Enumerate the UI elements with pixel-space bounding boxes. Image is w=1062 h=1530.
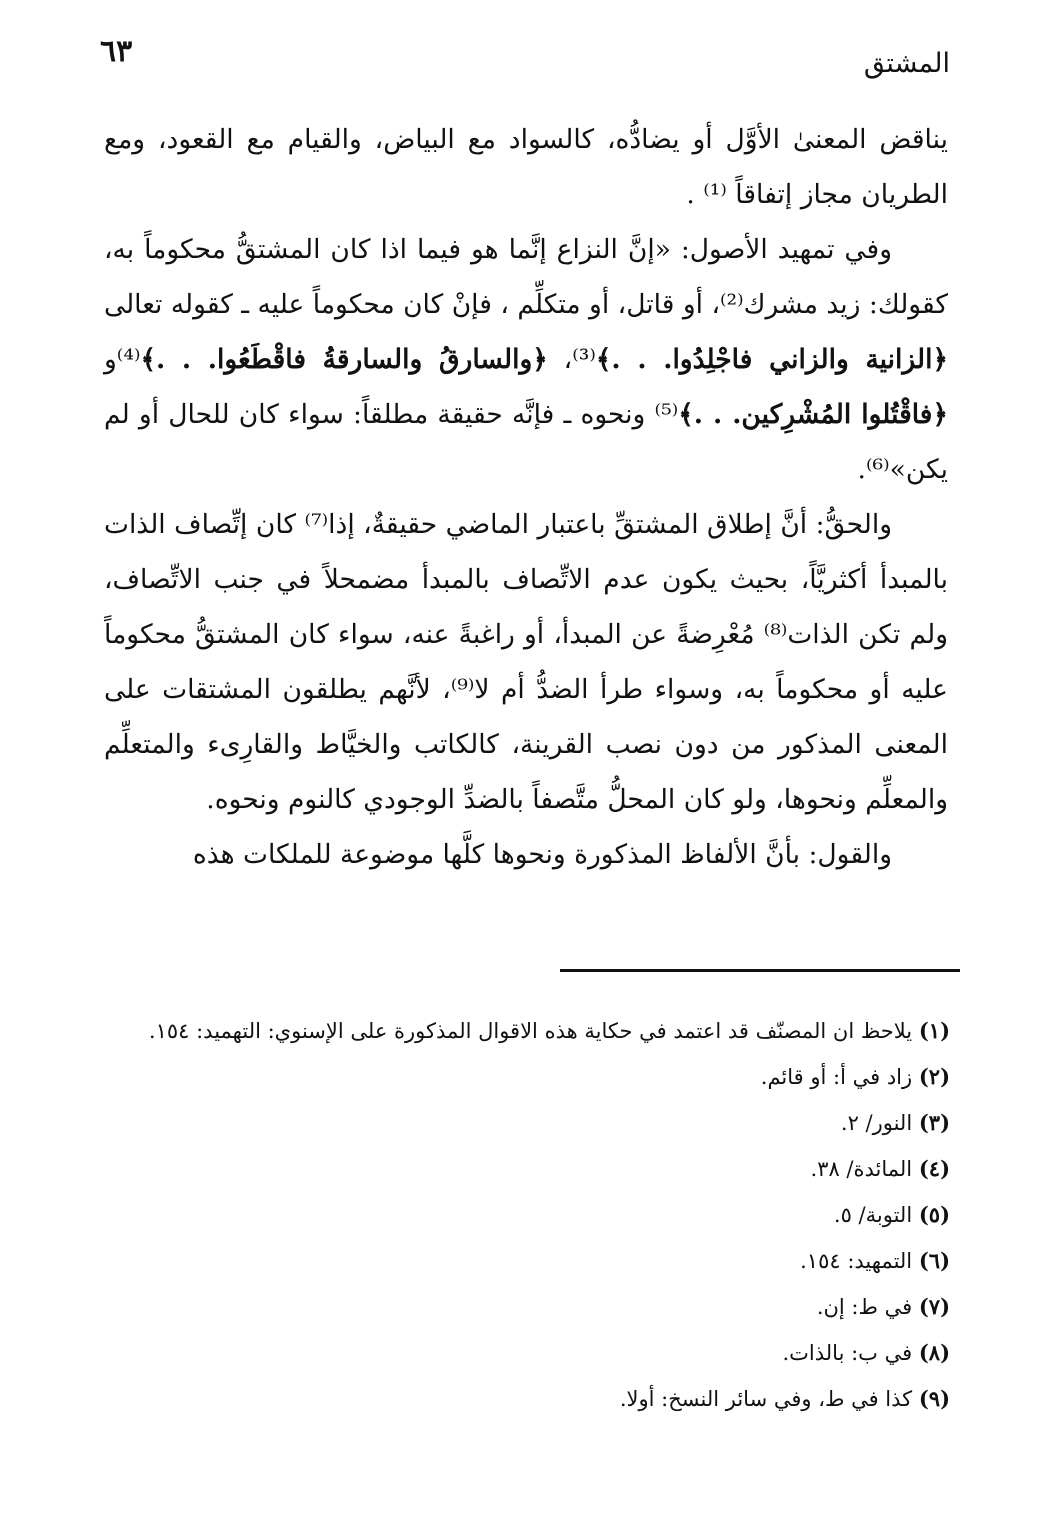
footnote-number: (٢) (918, 1064, 950, 1089)
footnote-text: النور/ ٢. (840, 1111, 913, 1135)
body-text (104, 112, 948, 882)
footnote-number: (٩) (918, 1386, 950, 1411)
paragraph-2-text-a: وفي تمهيد الأصول: «إنَّ النزاع إنَّما هو فيما اذا كان المشتقُّ محكوماً به، كقولك: زيد مشرك⁽²⁾، أو قاتل، أو متكلِّم ، فإنْ كان محكوماً عليه ـ كقوله تعالى (104, 234, 948, 320)
footnotes (104, 1008, 950, 1422)
paragraph-2-text-b: ⁽³⁾، (547, 344, 596, 375)
footnote-6 (104, 1238, 950, 1284)
footnote-text: في ط: إن. (816, 1295, 913, 1319)
footnote-3 (104, 1100, 950, 1146)
footnote-text: في ب: بالذات. (782, 1341, 913, 1365)
footnote-text: المائدة/ ٣٨. (810, 1157, 913, 1181)
footnote-9 (104, 1376, 950, 1422)
footnote-7 (104, 1284, 950, 1330)
paragraph-3: والحقُّ: أنَّ إطلاق المشتقِّ باعتبار الماضي حقيقةٌ، إذا⁽⁷⁾ كان إتِّصاف الذات بالمبدأ أكثريَّاً، بحيث يكون عدم الاتِّصاف بالمبدأ مضمحلاً في جنب الاتِّصاف، ولم تكن الذات⁽⁸⁾ مُعْرِضةً عن المبدأ، أو راغبةً عنه، سواء كان المشتقُّ محكوماً عليه أو محكوماً به، وسواء طرأ الضدُّ أم لا⁽⁹⁾، لأنَّهم يطلقون المشتقات على المعنى المذكور من دون نصب القرينة، كالكاتب والخيَّاط والقارِىء والمتعلِّم والمعلِّم ونحوها، ولو كان المحلُّ متَّصفاً بالضدِّ الوجودي كالنوم ونحوه. (104, 509, 949, 815)
footnote-text: التمهيد: ١٥٤. (800, 1249, 913, 1273)
paragraph-4: والقول: بأنَّ الألفاظ المذكورة ونحوها كلَّها موضوعة للملكات هذه (192, 839, 892, 870)
footnote-2 (104, 1054, 950, 1100)
footnote-number: (٦) (918, 1248, 950, 1273)
quran-verse-3: ﴿فاقْتُلوا المُشْرِكين. . .﴾ (678, 399, 948, 430)
paragraph-2-text-d: ⁽⁵⁾ ونحوه ـ فإنَّه حقيقة مطلقاً: سواء كان للحال أو لم يكن»⁽⁶⁾. (104, 399, 948, 485)
footnote-text: التوبة/ ٥. (833, 1203, 913, 1227)
footnote-text: يلاحظ ان المصنّف قد اعتمد في حكاية هذه الاقوال المذكورة على الإسنوي: التهميد: ١٥٤. (148, 1019, 913, 1043)
footnote-number: (٣) (918, 1110, 950, 1135)
paragraph-2 (104, 222, 948, 497)
footnote-number: (٨) (918, 1340, 950, 1365)
paragraph-2-text-c: ⁽⁴⁾و (104, 344, 141, 375)
quran-verse-2: ﴿والسارقُ والسارقةُ فاقْطَعُوا. . .﴾ (140, 344, 548, 375)
footnote-separator (560, 969, 960, 972)
footnote-1 (104, 1008, 950, 1054)
footnote-4 (104, 1146, 950, 1192)
page-number: ٦٣ (100, 34, 133, 69)
footnote-number: (٧) (918, 1294, 950, 1319)
footnote-number: (١) (918, 1018, 950, 1043)
footnote-number: (٥) (918, 1202, 950, 1227)
footnote-5 (104, 1192, 950, 1238)
page-header (100, 34, 950, 84)
running-title: المشتق (863, 48, 950, 79)
footnote-text: كذا في ط، وفي سائر النسخ: أولا. (619, 1387, 913, 1411)
quran-verse-1: ﴿الزانية والزاني فاجْلِدُوا. . .﴾ (595, 344, 948, 375)
footnote-number: (٤) (918, 1156, 950, 1181)
paragraph-1: يناقض المعنىٰ الأوَّل أو يضادُّه، كالسواد مع البياض، والقيام مع القعود، ومع الطريان مجاز إتفاقاً ⁽¹⁾ . (104, 124, 948, 210)
footnote-8 (104, 1330, 950, 1376)
footnote-text: زاد في أ: أو قائم. (760, 1065, 913, 1089)
